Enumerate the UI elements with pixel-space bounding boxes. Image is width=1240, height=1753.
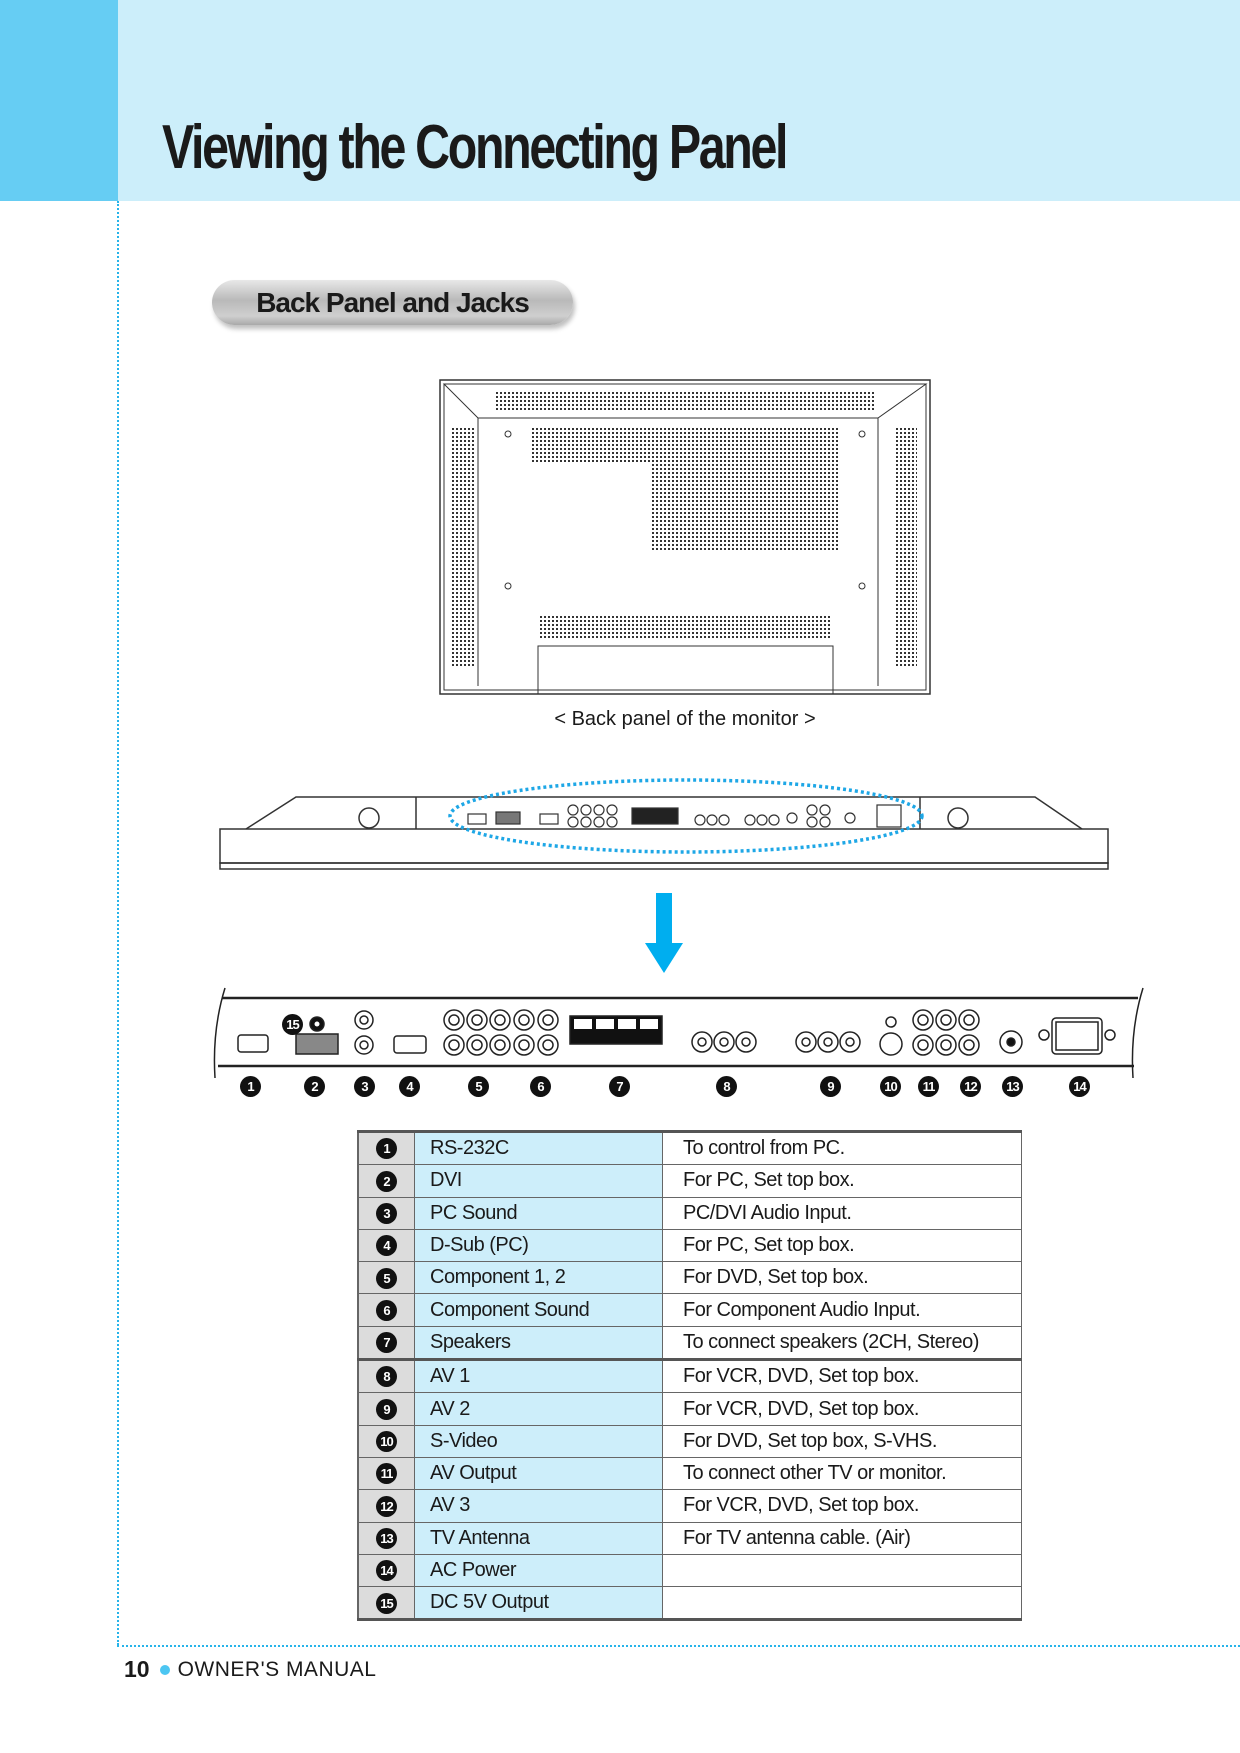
jack-name: PC Sound [415, 1197, 663, 1229]
av1-jacks [692, 1032, 756, 1052]
monitor-bottom-view [220, 780, 1108, 869]
rca-jack [490, 1035, 510, 1055]
row-number-badge: 1 [376, 1138, 397, 1159]
row-number-badge: 7 [376, 1332, 397, 1353]
rca-jack [444, 1010, 464, 1030]
jack-name: AV Output [415, 1457, 663, 1489]
section-title: Back Panel and Jacks [256, 286, 529, 318]
row-number-cell [358, 1197, 415, 1229]
table-row [358, 1393, 1022, 1425]
row-number-badge: 14 [376, 1560, 397, 1581]
jack-description: To connect other TV or monitor. [663, 1457, 1022, 1489]
rca-jack [913, 1010, 933, 1030]
row-number-cell [358, 1229, 415, 1261]
rca-jack [472, 1015, 482, 1025]
page-footer [124, 1656, 376, 1683]
rca-jack [514, 1035, 534, 1055]
jack-description: For VCR, DVD, Set top box. [663, 1393, 1022, 1425]
rca-jack [467, 1035, 487, 1055]
connector-label-13: 13 [1002, 1076, 1023, 1097]
row-number-cell [358, 1294, 415, 1326]
rca-jack [519, 1015, 529, 1025]
row-number-badge: 9 [376, 1399, 397, 1420]
rca-jack [514, 1010, 534, 1030]
av2-jacks [796, 1032, 860, 1052]
jack-description: To connect speakers (2CH, Stereo) [663, 1326, 1022, 1359]
table-row [358, 1425, 1022, 1457]
row-number-badge: 12 [376, 1496, 397, 1517]
row-number-badge: 15 [376, 1593, 397, 1614]
page-number: 10 [124, 1656, 150, 1682]
rca-jack [936, 1010, 956, 1030]
monitor-back-drawing [440, 380, 930, 694]
jack-name: TV Antenna [415, 1522, 663, 1554]
table-row [358, 1326, 1022, 1359]
bullet-icon [160, 1665, 170, 1675]
connector-label-7: 7 [609, 1076, 630, 1097]
rca-jack [472, 1040, 482, 1050]
row-number-cell [358, 1262, 415, 1294]
rca-jack [449, 1040, 459, 1050]
ac-power-socket [1039, 1018, 1115, 1054]
rca-jack [467, 1010, 487, 1030]
rca-jack [490, 1010, 510, 1030]
row-number-badge: 10 [376, 1431, 397, 1452]
row-number-cell [358, 1360, 415, 1393]
jack-description: For PC, Set top box. [663, 1229, 1022, 1261]
connector-panel-drawing [214, 988, 1143, 1078]
jack-description: For VCR, DVD, Set top box. [663, 1360, 1022, 1393]
table-row [358, 1554, 1022, 1586]
rca-jack [495, 1015, 505, 1025]
row-number-badge: 11 [376, 1463, 397, 1484]
connector-label-9: 9 [820, 1076, 841, 1097]
dvi-port [296, 1034, 338, 1054]
rca-jack [964, 1040, 974, 1050]
row-number-badge: 4 [376, 1235, 397, 1256]
rca-jack [941, 1040, 951, 1050]
row-number-badge: 2 [376, 1171, 397, 1192]
rca-jack [959, 1035, 979, 1055]
table-row [358, 1132, 1022, 1165]
table-row [358, 1197, 1022, 1229]
rca-jack [936, 1035, 956, 1055]
jack-description: PC/DVI Audio Input. [663, 1197, 1022, 1229]
rca-jack [449, 1015, 459, 1025]
footer-label: OWNER'S MANUAL [177, 1657, 377, 1681]
jack-description: To control from PC. [663, 1132, 1022, 1165]
table-row [358, 1457, 1022, 1489]
rca-jack [538, 1035, 558, 1055]
speaker-terminals [570, 1016, 662, 1044]
connector-label-1: 1 [240, 1076, 261, 1097]
connector-label-8: 8 [716, 1076, 737, 1097]
jacks-table [357, 1130, 1022, 1621]
row-number-cell [358, 1165, 415, 1197]
row-number-cell [358, 1425, 415, 1457]
rca-jack [444, 1035, 464, 1055]
rca-jack [959, 1010, 979, 1030]
rca-jack [964, 1015, 974, 1025]
av-output-av3-jacks [913, 1010, 979, 1055]
jack-name: AV 1 [415, 1360, 663, 1393]
connector-label-4: 4 [399, 1076, 420, 1097]
footer-dotted-line [117, 1645, 1240, 1647]
rca-jack [918, 1040, 928, 1050]
row-number-badge: 13 [376, 1528, 397, 1549]
row-number-cell [358, 1522, 415, 1554]
rca-jack [519, 1040, 529, 1050]
connector-label-6: 6 [530, 1076, 551, 1097]
jack-description: For DVD, Set top box, S-VHS. [663, 1425, 1022, 1457]
rca-jack [543, 1040, 553, 1050]
rs232c-port [238, 1035, 268, 1052]
rca-jack [941, 1015, 951, 1025]
row-number-cell [358, 1490, 415, 1522]
jack-name: DC 5V Output [415, 1587, 663, 1620]
table-row [358, 1229, 1022, 1261]
jack-description [663, 1554, 1022, 1586]
row-number-cell [358, 1393, 415, 1425]
down-arrow-icon [645, 893, 683, 973]
row-number-cell [358, 1457, 415, 1489]
connector-label-11: 11 [918, 1076, 939, 1097]
jack-description: For TV antenna cable. (Air) [663, 1522, 1022, 1554]
jack-description: For Component Audio Input. [663, 1294, 1022, 1326]
row-number-cell [358, 1132, 415, 1165]
table-row [358, 1165, 1022, 1197]
dsub-port [394, 1036, 426, 1053]
highlight-ellipse [450, 780, 922, 852]
connector-label-14: 14 [1069, 1076, 1090, 1097]
jack-name: D-Sub (PC) [415, 1229, 663, 1261]
jack-name: DVI [415, 1165, 663, 1197]
jack-description: For DVD, Set top box. [663, 1262, 1022, 1294]
table-row [358, 1294, 1022, 1326]
jack-name: AC Power [415, 1554, 663, 1586]
connector-label-12: 12 [960, 1076, 981, 1097]
connector-label-2: 2 [304, 1076, 325, 1097]
jack-name: AV 2 [415, 1393, 663, 1425]
row-number-cell [358, 1587, 415, 1620]
jack-name: AV 3 [415, 1490, 663, 1522]
table-row [358, 1587, 1022, 1620]
pc-sound-jacks [355, 1011, 373, 1054]
connector-label-5: 5 [468, 1076, 489, 1097]
rca-jack [495, 1040, 505, 1050]
jack-name: Component 1, 2 [415, 1262, 663, 1294]
table-row [358, 1262, 1022, 1294]
jack-description: For PC, Set top box. [663, 1165, 1022, 1197]
jack-name: S-Video [415, 1425, 663, 1457]
table-row [358, 1522, 1022, 1554]
row-number-badge: 5 [376, 1268, 397, 1289]
rca-jack [538, 1010, 558, 1030]
row-number-badge: 8 [376, 1366, 397, 1387]
connector-label-3: 3 [354, 1076, 375, 1097]
row-number-cell [358, 1554, 415, 1586]
component-jacks [444, 1010, 558, 1055]
jack-name: Component Sound [415, 1294, 663, 1326]
s-video-jack [880, 1017, 902, 1055]
jack-name: RS-232C [415, 1132, 663, 1165]
connector-label-15: 15 [282, 1014, 303, 1035]
table-row [358, 1360, 1022, 1393]
table-row [358, 1490, 1022, 1522]
row-number-badge: 6 [376, 1300, 397, 1321]
rca-jack [913, 1035, 933, 1055]
jack-name: Speakers [415, 1326, 663, 1359]
jack-description: For VCR, DVD, Set top box. [663, 1490, 1022, 1522]
page-title: Viewing the Connecting Panel [162, 113, 787, 182]
figure-caption: < Back panel of the monitor > [554, 708, 816, 730]
antenna-jack [1000, 1031, 1022, 1053]
jack-description [663, 1587, 1022, 1620]
rca-jack [543, 1015, 553, 1025]
row-number-badge: 3 [376, 1203, 397, 1224]
connector-label-10: 10 [880, 1076, 901, 1097]
row-number-cell [358, 1326, 415, 1359]
rca-jack [918, 1015, 928, 1025]
